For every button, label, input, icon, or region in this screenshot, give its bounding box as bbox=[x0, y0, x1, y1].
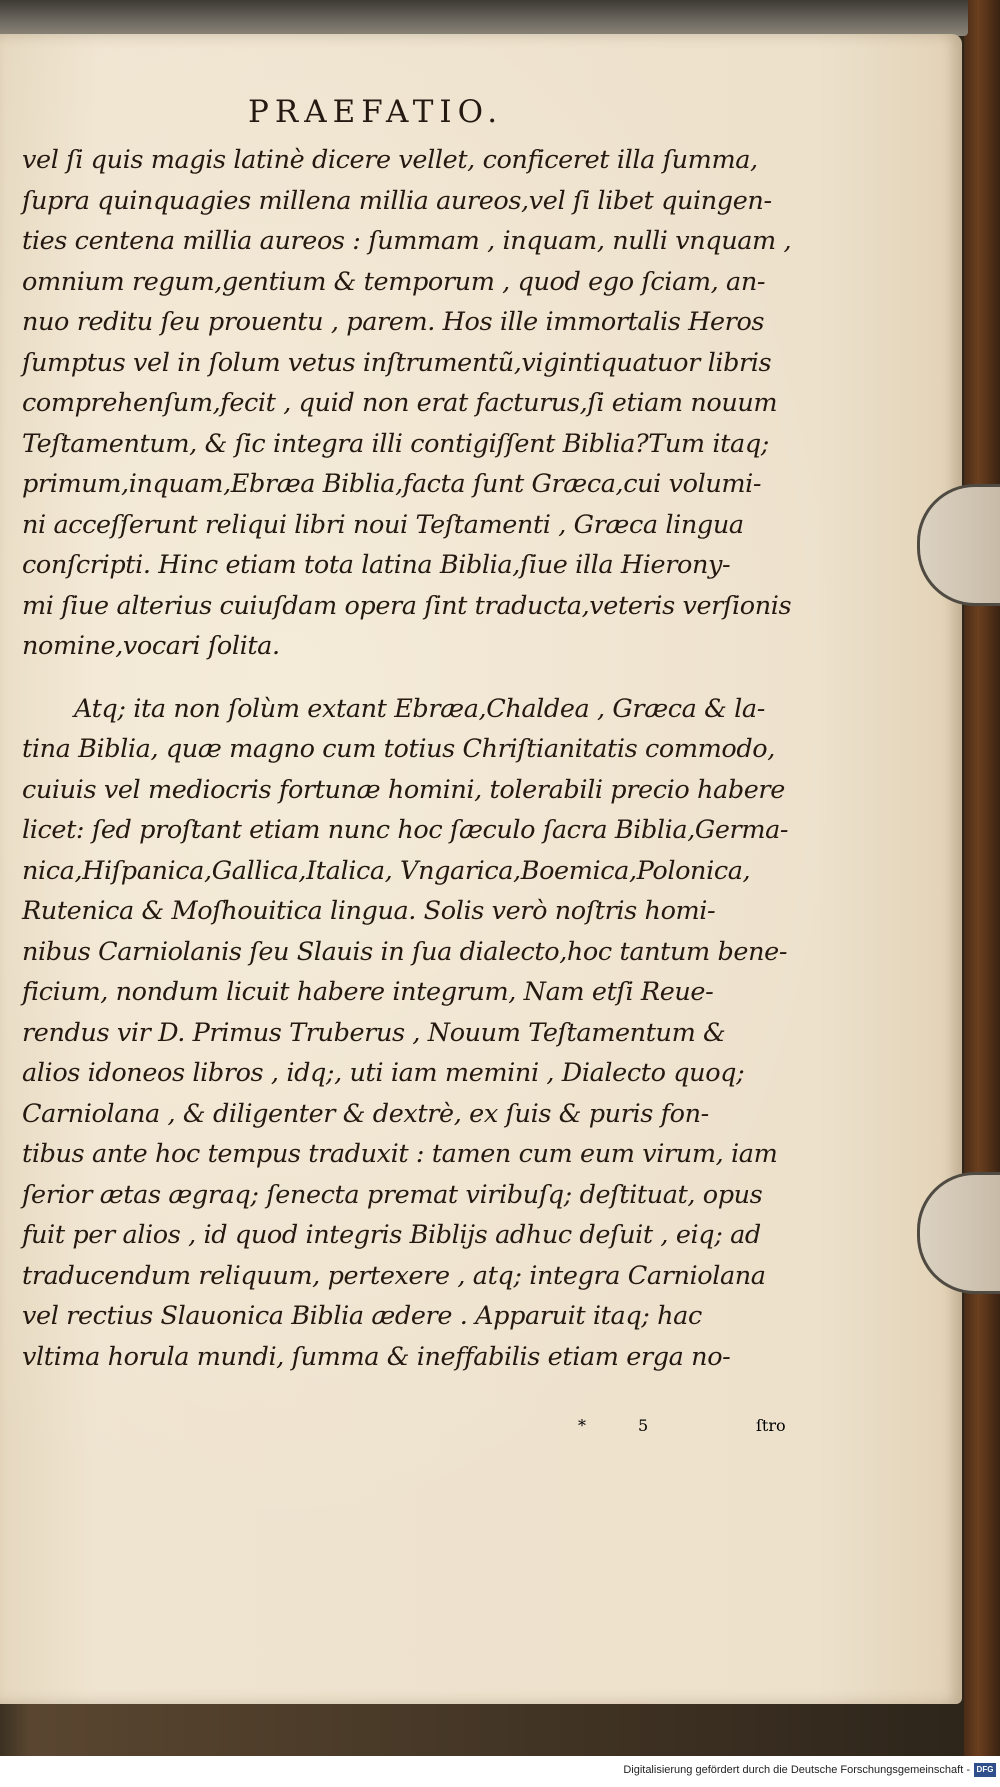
text-line: Teſtamentum, & ſic integra illi contigiſſent Biblia?Tum itaq; bbox=[22, 428, 769, 459]
text-line: ſupra quinquagies millena millia aureos,vel ſi libet quingen- bbox=[22, 185, 772, 216]
footer-credit: Digitalisierung gefördert durch die Deutsche Forschungsgemeinschaft - bbox=[623, 1764, 970, 1776]
text-line: comprehenſum,fecit , quid non erat facturus,ſi etiam nouum bbox=[22, 388, 778, 418]
text-line: alios idoneos libros , idq;, uti iam memini , Dialecto quoq; bbox=[22, 1058, 745, 1088]
text-line: Rutenica & Moſhouitica lingua. Solis verò noſtris homi- bbox=[22, 896, 716, 926]
text-line: vltima horula mundi, ſumma & ineffabilis etiam erga no- bbox=[22, 1341, 731, 1372]
page-top-edge bbox=[0, 0, 968, 36]
text-line: cuiuis vel mediocris fortunæ homini, tolerabili precio habere bbox=[22, 774, 785, 805]
text-line: traducendum reliquum, pertexere , atq; integra Carniolana bbox=[22, 1260, 766, 1291]
text-line: tina Biblia, quæ magno cum totius Chriſtianitatis commodo, bbox=[22, 734, 775, 764]
text-line: omnium regum,gentium & temporum , quod ego ſciam, an- bbox=[22, 266, 766, 297]
text-line-indented: Atq; ita non ſolùm extant Ebræa,Chaldea , Græca & la- bbox=[74, 693, 765, 724]
text-line: ſerior ætas ægraq; ſenecta premat viribuſq; deſtituat, opus bbox=[22, 1179, 763, 1210]
text-line: primum,inquam,Ebræa Biblia,facta ſunt Græca,cui volumi- bbox=[22, 469, 762, 499]
text-line: conſcripti. Hinc etiam tota latina Biblia,ſiue illa Hierony- bbox=[22, 550, 731, 580]
signature-mark: * bbox=[578, 1416, 586, 1435]
text-line: ſumptus vel in ſolum vetus inſtrumentũ,vigintiquatuor libris bbox=[22, 347, 772, 378]
text-line: ni acceſſerunt reliqui libri noui Teſtamenti , Græca lingua bbox=[22, 509, 744, 540]
text-line: nica,Hiſpanica,Gallica,Italica, Vngarica,Boemica,Polonica, bbox=[22, 855, 751, 886]
text-line: vel rectius Slauonica Biblia ædere . Apparuit itaq; hac bbox=[22, 1301, 702, 1331]
text-line: ficium, nondum licuit habere integrum, Nam etſi Reue- bbox=[22, 977, 714, 1007]
text-line: vel ſi quis magis latinè dicere vellet, conficeret illa ſumma, bbox=[22, 145, 758, 175]
body-text bbox=[22, 140, 812, 1377]
text-line: mi ſiue alterius cuiuſdam opera ſint traducta,veteris verſionis bbox=[22, 590, 792, 621]
text-line: rendus vir D. Primus Truberus , Nouum Teſtamentum & bbox=[22, 1017, 726, 1048]
text-line: nuo reditu ſeu prouentu , parem. Hos ille immortalis Heros bbox=[22, 307, 765, 337]
digitization-footer bbox=[0, 1756, 1000, 1787]
catchword: ſtro bbox=[756, 1416, 786, 1435]
dfg-logo-icon: DFG bbox=[974, 1763, 996, 1777]
book-spine bbox=[964, 0, 1000, 1787]
text-line: nibus Carniolanis ſeu Slauis in ſua dialecto,hoc tantum bene- bbox=[22, 936, 788, 967]
signature-number: 5 bbox=[638, 1416, 649, 1435]
running-header: PRAEFATIO. bbox=[248, 94, 504, 130]
text-line: licet: ſed proſtant etiam nunc hoc ſæculo ſacra Biblia,Germa- bbox=[22, 815, 789, 845]
text-line: nomine,vocari ſolita. bbox=[22, 631, 280, 661]
text-line: tibus ante hoc tempus traduxit : tamen cum eum virum, iam bbox=[22, 1139, 778, 1169]
text-line: ties centena millia aureos : ſummam , inquam, nulli vnquam , bbox=[22, 226, 792, 256]
text-line: fuit per alios , id quod integris Biblijs adhuc deſuit , eiq; ad bbox=[22, 1220, 761, 1250]
paragraph-gap bbox=[22, 667, 812, 689]
text-line: Carniolana , & diligenter & dextrè, ex ſuis & puris fon- bbox=[22, 1098, 709, 1129]
